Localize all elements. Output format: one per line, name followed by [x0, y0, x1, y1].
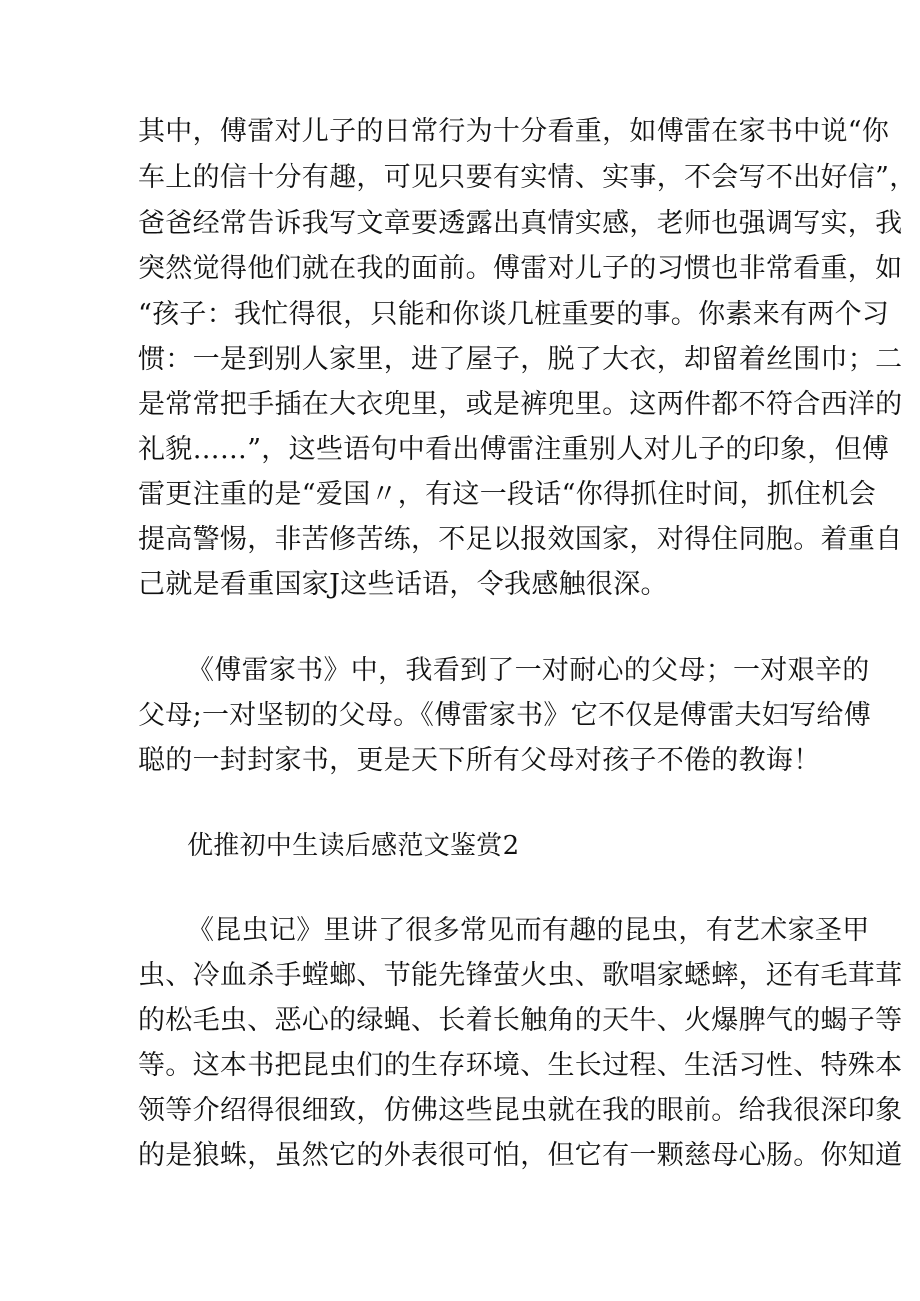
text-line: 《昆虫记》里讲了很多常见而有趣的昆虫，有艺术家圣甲 [187, 915, 870, 946]
text-line: 爸爸经常告诉我写文章要透露出真情实感，老师也强调写实，我 [138, 208, 903, 239]
text-line: 雷更注重的是“爱国〃，有这一段话“你得抓住时间，抓住机会 [138, 479, 877, 510]
text-line: 己就是看重国家J这些话语，令我感触很深。 [138, 569, 668, 600]
text-line: 车上的信十分有趣，可见只要有实情、实事，不会写不出好信”， [138, 162, 917, 193]
section-heading: 优推初中生读后感范文鉴赏2 [187, 831, 520, 861]
text-line: 的松毛虫、恶心的绿蝇、长着长触角的天牛、火爆脾气的蝎子等 [138, 1005, 903, 1036]
text-line: 等。这本书把昆虫们的生存环境、生长过程、生活习性、特殊本 [138, 1050, 903, 1081]
text-line: “孩子：我忙得很，只能和你谈几桩重要的事。你素来有两个习 [138, 299, 890, 330]
text-line: 礼貌……”，这些语句中看出傅雷注重别人对儿子的印象，但傅 [138, 434, 890, 465]
text-line: 领等介绍得很细致，仿佛这些昆虫就在我的眼前。给我很深印象 [138, 1095, 903, 1126]
text-line: 是常常把手插在大衣兜里，或是裤兜里。这两件都不符合西洋的 [138, 389, 903, 420]
text-line: 《傅雷家书》中，我看到了一对耐心的父母；一对艰辛的 [187, 655, 870, 686]
text-line: 提高警惕，非苦修苦练，不足以报效国家，对得住同胞。着重自 [138, 524, 903, 555]
text-line: 的是狼蛛，虽然它的外表很可怕，但它有一颗慈母心肠。你知道 [138, 1140, 903, 1171]
text-line: 其中，傅雷对儿子的日常行为十分看重，如傅雷在家书中说“你 [138, 116, 890, 147]
text-line: 虫、冷血杀手螳螂、节能先锋萤火虫、歌唱家蟋蟀，还有毛茸茸 [138, 960, 903, 991]
text-line: 惯：一是到别人家里，进了屋子，脱了大衣，却留着丝围巾；二 [138, 344, 903, 375]
text-line: 父母;一对坚韧的父母。《傅雷家书》它不仅是傅雷夫妇写给傅 [138, 700, 871, 731]
text-line: 突然觉得他们就在我的面前。傅雷对儿子的习惯也非常看重，如 [138, 253, 903, 284]
text-line: 聪的一封封家书，更是天下所有父母对孩子不倦的教诲！ [138, 745, 821, 776]
